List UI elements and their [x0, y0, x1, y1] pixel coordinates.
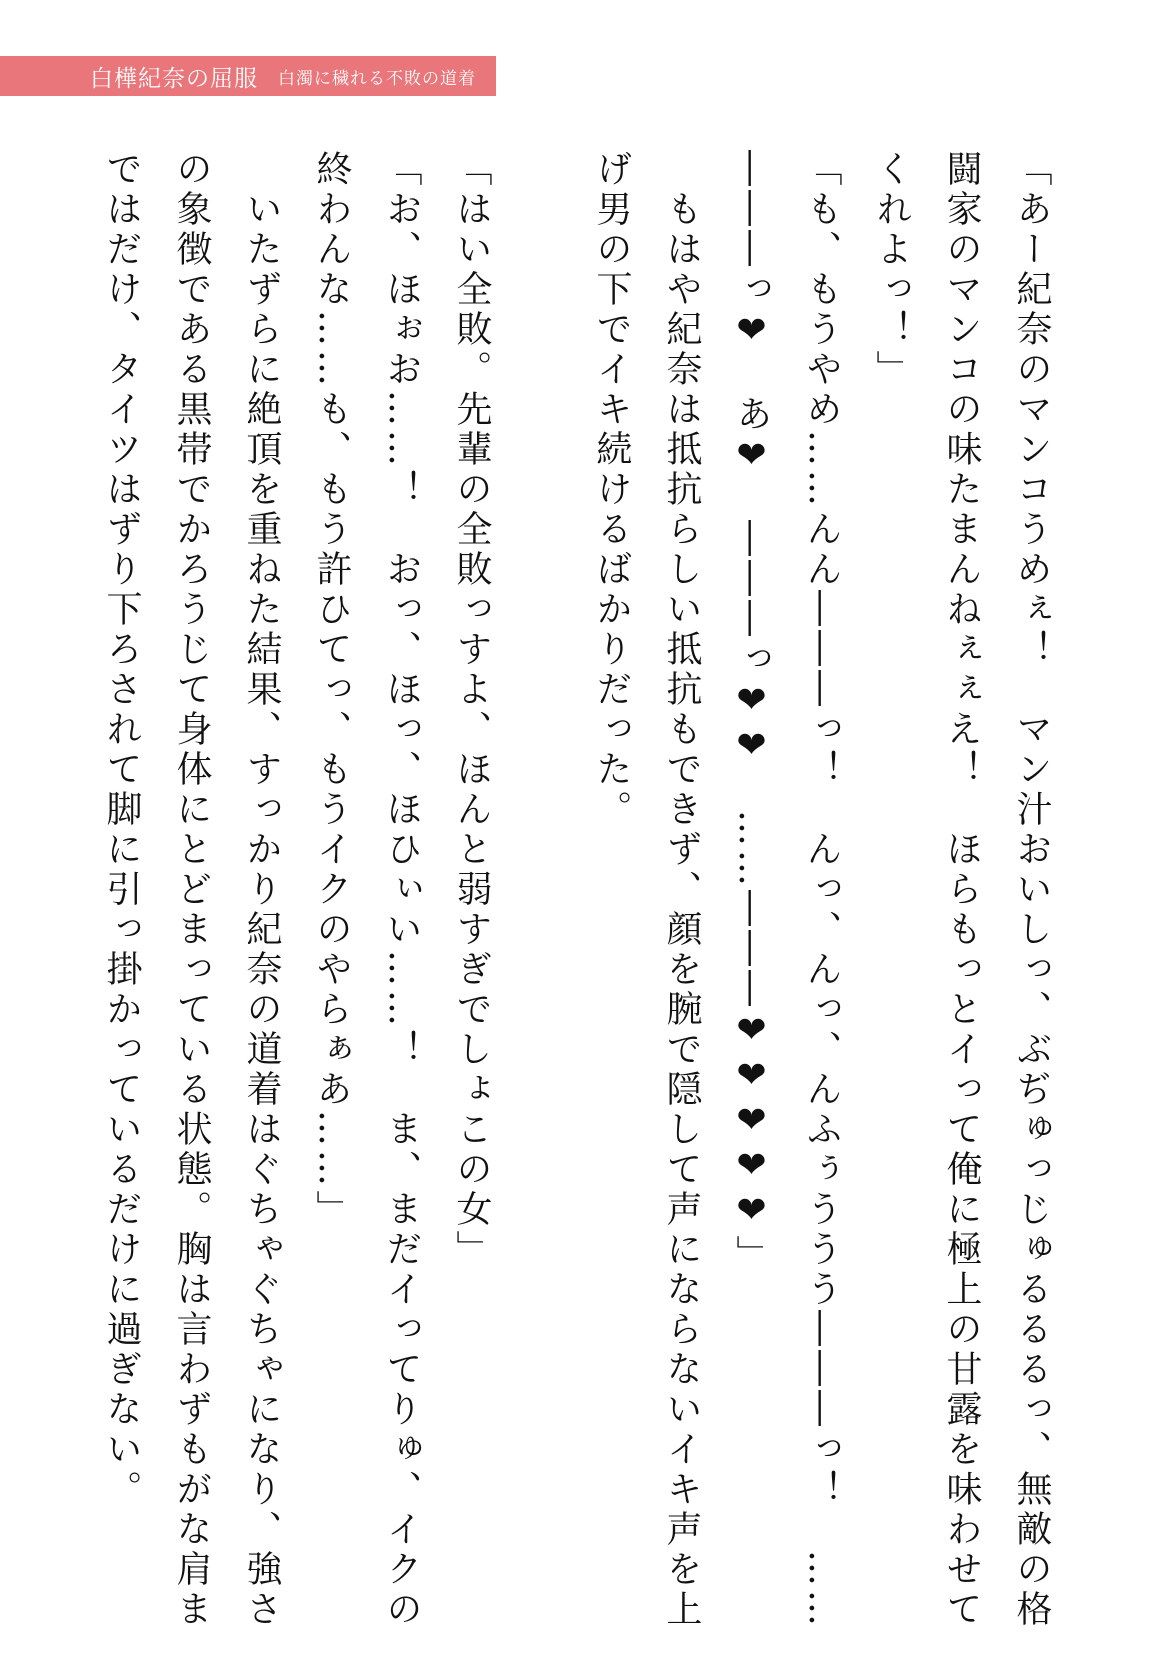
running-header — [0, 56, 496, 96]
dialogue-paragraph: 「あー紀奈のマンコうめぇ！ マン汁おいしっ、ぶぢゅっじゅるるるっ、無敵の格闘家のマンコの味たまんねぇぇえ！ ほらもっとイって俺に極上の甘露を味わせてくれよっ！」 — [871, 150, 1052, 1630]
section-gap — [506, 150, 576, 1650]
dialogue-paragraph: 「はい全敗。先輩の全敗っすよ、ほんと弱すぎでしょこの女」 — [451, 150, 492, 1270]
dialogue-paragraph: 「も、もうやめ……んん―――っ！ んっ、んっ、んふぅううう―――っ！ ……―――っ❤ あ❤ ―――っ❤❤ ……―――❤❤❤❤❤」 — [731, 150, 842, 1630]
narration-paragraph: もはや紀奈は抵抗らしい抵抗もできず、顔を腕で隠して声にならないイキ声を上げ男の下でイキ続けるばかりだった。 — [591, 150, 702, 1630]
dialogue-paragraph: 「お、ほぉお……！ おっ、ほっ、ほひぃい……！ ま、まだイってりゅ、イクの終わんな……も、もう許ひてっ、もうイクのやらぁあ……」 — [311, 150, 422, 1630]
narration-paragraph: いたずらに絶頂を重ねた結果、すっかり紀奈の道着はぐちゃぐちゃになり、強さの象徴である黒帯でかろうじて身体にとどまっている状態。胸は言わずもがな肩まではだけ、タイツはずり下ろされて脚に引っ掛かっているだけに過ぎない。 — [101, 150, 282, 1630]
book-title: 白樺紀奈の屈服 — [90, 65, 258, 92]
vertical-body-text — [86, 150, 1066, 1650]
chapter-title: 白濁に穢れる不敗の道着 — [278, 68, 476, 89]
